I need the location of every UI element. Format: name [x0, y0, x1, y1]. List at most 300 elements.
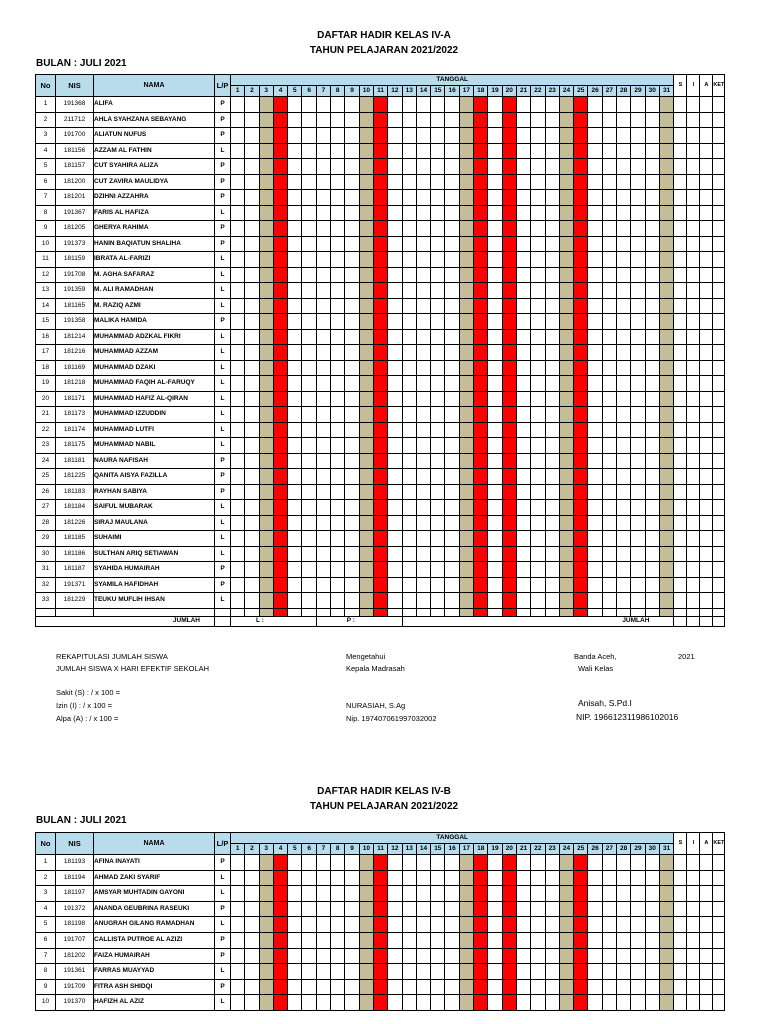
attendance-cell[interactable]: [459, 500, 473, 516]
attendance-cell[interactable]: [588, 948, 602, 964]
attendance-cell[interactable]: [474, 329, 488, 345]
attendance-cell[interactable]: [659, 112, 674, 128]
attendance-cell[interactable]: [259, 453, 273, 469]
attendance-cell[interactable]: [516, 376, 530, 392]
attendance-cell[interactable]: [431, 314, 445, 330]
attendance-cell[interactable]: [302, 298, 316, 314]
attendance-cell[interactable]: [602, 174, 616, 190]
attendance-cell[interactable]: [559, 314, 573, 330]
summary-cell[interactable]: [700, 546, 713, 562]
summary-cell[interactable]: [700, 345, 713, 361]
summary-cell[interactable]: [687, 159, 700, 175]
attendance-cell[interactable]: [559, 112, 573, 128]
attendance-cell[interactable]: [516, 855, 530, 871]
attendance-cell[interactable]: [416, 469, 430, 485]
summary-cell[interactable]: [700, 500, 713, 516]
attendance-cell[interactable]: [273, 174, 287, 190]
summary-cell[interactable]: [687, 329, 700, 345]
summary-cell[interactable]: [713, 917, 725, 933]
attendance-cell[interactable]: [488, 112, 502, 128]
attendance-cell[interactable]: [488, 500, 502, 516]
attendance-cell[interactable]: [373, 159, 387, 175]
attendance-cell[interactable]: [273, 917, 287, 933]
attendance-cell[interactable]: [416, 964, 430, 980]
attendance-cell[interactable]: [502, 469, 516, 485]
attendance-cell[interactable]: [645, 391, 659, 407]
attendance-cell[interactable]: [459, 453, 473, 469]
attendance-cell[interactable]: [574, 531, 588, 547]
attendance-cell[interactable]: [245, 267, 259, 283]
attendance-cell[interactable]: [402, 932, 416, 948]
attendance-cell[interactable]: [402, 97, 416, 113]
attendance-cell[interactable]: [431, 190, 445, 206]
attendance-cell[interactable]: [388, 870, 402, 886]
attendance-cell[interactable]: [574, 345, 588, 361]
attendance-cell[interactable]: [459, 205, 473, 221]
attendance-cell[interactable]: [631, 391, 645, 407]
attendance-cell[interactable]: [231, 376, 245, 392]
attendance-cell[interactable]: [273, 484, 287, 500]
attendance-cell[interactable]: [531, 298, 545, 314]
attendance-cell[interactable]: [588, 593, 602, 609]
attendance-cell[interactable]: [345, 870, 359, 886]
attendance-cell[interactable]: [331, 546, 345, 562]
attendance-cell[interactable]: [531, 438, 545, 454]
summary-cell[interactable]: [687, 112, 700, 128]
attendance-cell[interactable]: [474, 500, 488, 516]
attendance-cell[interactable]: [302, 484, 316, 500]
summary-cell[interactable]: [687, 453, 700, 469]
attendance-cell[interactable]: [388, 562, 402, 578]
attendance-cell[interactable]: [602, 515, 616, 531]
summary-cell[interactable]: [687, 97, 700, 113]
attendance-cell[interactable]: [316, 314, 330, 330]
attendance-cell[interactable]: [645, 205, 659, 221]
attendance-cell[interactable]: [402, 128, 416, 144]
attendance-cell[interactable]: [588, 870, 602, 886]
attendance-cell[interactable]: [245, 438, 259, 454]
attendance-cell[interactable]: [273, 515, 287, 531]
attendance-cell[interactable]: [402, 870, 416, 886]
attendance-cell[interactable]: [588, 329, 602, 345]
attendance-cell[interactable]: [373, 128, 387, 144]
attendance-cell[interactable]: [488, 143, 502, 159]
attendance-cell[interactable]: [459, 112, 473, 128]
attendance-cell[interactable]: [574, 112, 588, 128]
attendance-cell[interactable]: [474, 143, 488, 159]
attendance-cell[interactable]: [402, 979, 416, 995]
attendance-cell[interactable]: [288, 964, 302, 980]
attendance-cell[interactable]: [617, 964, 631, 980]
attendance-cell[interactable]: [659, 546, 674, 562]
attendance-cell[interactable]: [245, 546, 259, 562]
attendance-cell[interactable]: [602, 593, 616, 609]
attendance-cell[interactable]: [273, 593, 287, 609]
attendance-cell[interactable]: [659, 979, 674, 995]
attendance-cell[interactable]: [445, 267, 459, 283]
attendance-cell[interactable]: [373, 901, 387, 917]
attendance-cell[interactable]: [345, 886, 359, 902]
attendance-cell[interactable]: [288, 453, 302, 469]
attendance-cell[interactable]: [645, 221, 659, 237]
attendance-cell[interactable]: [617, 995, 631, 1011]
attendance-cell[interactable]: [516, 948, 530, 964]
attendance-cell[interactable]: [574, 500, 588, 516]
attendance-cell[interactable]: [645, 995, 659, 1011]
attendance-cell[interactable]: [645, 886, 659, 902]
attendance-cell[interactable]: [373, 453, 387, 469]
summary-cell[interactable]: [674, 391, 687, 407]
summary-cell[interactable]: [687, 562, 700, 578]
attendance-cell[interactable]: [545, 283, 559, 299]
attendance-cell[interactable]: [273, 128, 287, 144]
attendance-cell[interactable]: [259, 97, 273, 113]
attendance-cell[interactable]: [288, 112, 302, 128]
attendance-cell[interactable]: [531, 979, 545, 995]
attendance-cell[interactable]: [545, 391, 559, 407]
summary-cell[interactable]: [713, 391, 725, 407]
attendance-cell[interactable]: [431, 267, 445, 283]
attendance-cell[interactable]: [631, 221, 645, 237]
attendance-cell[interactable]: [445, 143, 459, 159]
attendance-cell[interactable]: [645, 314, 659, 330]
attendance-cell[interactable]: [302, 376, 316, 392]
attendance-cell[interactable]: [316, 562, 330, 578]
attendance-cell[interactable]: [631, 855, 645, 871]
attendance-cell[interactable]: [302, 577, 316, 593]
attendance-cell[interactable]: [316, 112, 330, 128]
attendance-cell[interactable]: [602, 97, 616, 113]
attendance-cell[interactable]: [459, 901, 473, 917]
attendance-cell[interactable]: [259, 174, 273, 190]
attendance-cell[interactable]: [545, 360, 559, 376]
attendance-cell[interactable]: [302, 453, 316, 469]
attendance-cell[interactable]: [359, 283, 373, 299]
attendance-cell[interactable]: [588, 901, 602, 917]
attendance-cell[interactable]: [645, 174, 659, 190]
attendance-cell[interactable]: [631, 562, 645, 578]
attendance-cell[interactable]: [431, 143, 445, 159]
attendance-cell[interactable]: [588, 283, 602, 299]
attendance-cell[interactable]: [259, 314, 273, 330]
attendance-cell[interactable]: [645, 329, 659, 345]
attendance-cell[interactable]: [516, 577, 530, 593]
attendance-cell[interactable]: [545, 376, 559, 392]
attendance-cell[interactable]: [574, 886, 588, 902]
attendance-cell[interactable]: [459, 345, 473, 361]
attendance-cell[interactable]: [631, 546, 645, 562]
attendance-cell[interactable]: [531, 391, 545, 407]
attendance-cell[interactable]: [345, 190, 359, 206]
attendance-cell[interactable]: [431, 128, 445, 144]
attendance-cell[interactable]: [431, 329, 445, 345]
attendance-cell[interactable]: [402, 329, 416, 345]
attendance-cell[interactable]: [474, 484, 488, 500]
attendance-cell[interactable]: [431, 469, 445, 485]
attendance-cell[interactable]: [445, 469, 459, 485]
attendance-cell[interactable]: [359, 546, 373, 562]
attendance-cell[interactable]: [645, 422, 659, 438]
attendance-cell[interactable]: [545, 143, 559, 159]
attendance-cell[interactable]: [545, 886, 559, 902]
attendance-cell[interactable]: [402, 515, 416, 531]
attendance-cell[interactable]: [273, 438, 287, 454]
attendance-cell[interactable]: [545, 407, 559, 423]
attendance-cell[interactable]: [331, 221, 345, 237]
attendance-cell[interactable]: [231, 221, 245, 237]
attendance-cell[interactable]: [331, 886, 345, 902]
attendance-cell[interactable]: [531, 376, 545, 392]
attendance-cell[interactable]: [488, 948, 502, 964]
attendance-cell[interactable]: [245, 283, 259, 299]
attendance-cell[interactable]: [316, 190, 330, 206]
attendance-cell[interactable]: [659, 901, 674, 917]
attendance-cell[interactable]: [617, 422, 631, 438]
attendance-cell[interactable]: [474, 546, 488, 562]
attendance-cell[interactable]: [488, 917, 502, 933]
attendance-cell[interactable]: [516, 438, 530, 454]
attendance-cell[interactable]: [588, 112, 602, 128]
attendance-cell[interactable]: [331, 360, 345, 376]
attendance-cell[interactable]: [388, 345, 402, 361]
attendance-cell[interactable]: [645, 593, 659, 609]
attendance-cell[interactable]: [617, 314, 631, 330]
attendance-cell[interactable]: [588, 252, 602, 268]
attendance-cell[interactable]: [431, 531, 445, 547]
attendance-cell[interactable]: [488, 329, 502, 345]
attendance-cell[interactable]: [574, 298, 588, 314]
attendance-cell[interactable]: [359, 314, 373, 330]
summary-cell[interactable]: [674, 484, 687, 500]
attendance-cell[interactable]: [331, 97, 345, 113]
summary-cell[interactable]: [700, 221, 713, 237]
attendance-cell[interactable]: [574, 964, 588, 980]
attendance-cell[interactable]: [659, 948, 674, 964]
attendance-cell[interactable]: [331, 298, 345, 314]
attendance-cell[interactable]: [445, 500, 459, 516]
attendance-cell[interactable]: [545, 174, 559, 190]
attendance-cell[interactable]: [288, 577, 302, 593]
attendance-cell[interactable]: [488, 484, 502, 500]
attendance-cell[interactable]: [245, 314, 259, 330]
attendance-cell[interactable]: [588, 205, 602, 221]
summary-cell[interactable]: [713, 531, 725, 547]
attendance-cell[interactable]: [231, 917, 245, 933]
attendance-cell[interactable]: [402, 901, 416, 917]
attendance-cell[interactable]: [373, 995, 387, 1011]
attendance-cell[interactable]: [602, 948, 616, 964]
attendance-cell[interactable]: [445, 376, 459, 392]
attendance-cell[interactable]: [273, 546, 287, 562]
attendance-cell[interactable]: [445, 190, 459, 206]
attendance-cell[interactable]: [231, 932, 245, 948]
attendance-cell[interactable]: [359, 500, 373, 516]
attendance-cell[interactable]: [631, 964, 645, 980]
attendance-cell[interactable]: [402, 546, 416, 562]
attendance-cell[interactable]: [273, 360, 287, 376]
attendance-cell[interactable]: [245, 221, 259, 237]
attendance-cell[interactable]: [488, 469, 502, 485]
summary-cell[interactable]: [687, 190, 700, 206]
attendance-cell[interactable]: [617, 469, 631, 485]
summary-cell[interactable]: [674, 267, 687, 283]
attendance-cell[interactable]: [331, 469, 345, 485]
attendance-cell[interactable]: [659, 329, 674, 345]
attendance-cell[interactable]: [459, 221, 473, 237]
attendance-cell[interactable]: [388, 205, 402, 221]
attendance-cell[interactable]: [273, 283, 287, 299]
attendance-cell[interactable]: [531, 174, 545, 190]
attendance-cell[interactable]: [302, 886, 316, 902]
attendance-cell[interactable]: [231, 314, 245, 330]
attendance-cell[interactable]: [645, 531, 659, 547]
attendance-cell[interactable]: [388, 236, 402, 252]
attendance-cell[interactable]: [259, 252, 273, 268]
attendance-cell[interactable]: [574, 438, 588, 454]
attendance-cell[interactable]: [574, 870, 588, 886]
attendance-cell[interactable]: [474, 97, 488, 113]
attendance-cell[interactable]: [531, 995, 545, 1011]
attendance-cell[interactable]: [474, 422, 488, 438]
attendance-cell[interactable]: [288, 190, 302, 206]
summary-cell[interactable]: [674, 546, 687, 562]
attendance-cell[interactable]: [617, 593, 631, 609]
attendance-cell[interactable]: [502, 221, 516, 237]
attendance-cell[interactable]: [345, 360, 359, 376]
summary-cell[interactable]: [687, 174, 700, 190]
attendance-cell[interactable]: [502, 159, 516, 175]
attendance-cell[interactable]: [445, 932, 459, 948]
attendance-cell[interactable]: [531, 964, 545, 980]
attendance-cell[interactable]: [288, 236, 302, 252]
attendance-cell[interactable]: [617, 407, 631, 423]
attendance-cell[interactable]: [531, 252, 545, 268]
summary-cell[interactable]: [700, 128, 713, 144]
summary-cell[interactable]: [713, 329, 725, 345]
attendance-cell[interactable]: [345, 438, 359, 454]
attendance-cell[interactable]: [588, 407, 602, 423]
attendance-cell[interactable]: [617, 376, 631, 392]
attendance-cell[interactable]: [631, 979, 645, 995]
attendance-cell[interactable]: [345, 128, 359, 144]
attendance-cell[interactable]: [574, 283, 588, 299]
attendance-cell[interactable]: [416, 948, 430, 964]
summary-cell[interactable]: [713, 205, 725, 221]
attendance-cell[interactable]: [273, 901, 287, 917]
attendance-cell[interactable]: [288, 932, 302, 948]
attendance-cell[interactable]: [516, 174, 530, 190]
summary-cell[interactable]: [713, 360, 725, 376]
attendance-cell[interactable]: [502, 97, 516, 113]
attendance-cell[interactable]: [631, 531, 645, 547]
attendance-cell[interactable]: [588, 174, 602, 190]
attendance-cell[interactable]: [445, 979, 459, 995]
attendance-cell[interactable]: [345, 453, 359, 469]
attendance-cell[interactable]: [574, 190, 588, 206]
attendance-cell[interactable]: [416, 174, 430, 190]
attendance-cell[interactable]: [659, 159, 674, 175]
attendance-cell[interactable]: [259, 267, 273, 283]
attendance-cell[interactable]: [602, 438, 616, 454]
attendance-cell[interactable]: [302, 391, 316, 407]
summary-cell[interactable]: [687, 422, 700, 438]
summary-cell[interactable]: [700, 438, 713, 454]
attendance-cell[interactable]: [516, 469, 530, 485]
attendance-cell[interactable]: [245, 174, 259, 190]
attendance-cell[interactable]: [273, 500, 287, 516]
attendance-cell[interactable]: [502, 314, 516, 330]
attendance-cell[interactable]: [273, 870, 287, 886]
attendance-cell[interactable]: [659, 484, 674, 500]
attendance-cell[interactable]: [231, 995, 245, 1011]
attendance-cell[interactable]: [602, 283, 616, 299]
attendance-cell[interactable]: [516, 407, 530, 423]
attendance-cell[interactable]: [516, 562, 530, 578]
attendance-cell[interactable]: [373, 577, 387, 593]
attendance-cell[interactable]: [273, 252, 287, 268]
attendance-cell[interactable]: [331, 438, 345, 454]
attendance-cell[interactable]: [388, 531, 402, 547]
attendance-cell[interactable]: [273, 391, 287, 407]
attendance-cell[interactable]: [516, 345, 530, 361]
summary-cell[interactable]: [687, 546, 700, 562]
attendance-cell[interactable]: [659, 205, 674, 221]
attendance-cell[interactable]: [288, 174, 302, 190]
attendance-cell[interactable]: [574, 376, 588, 392]
attendance-cell[interactable]: [545, 438, 559, 454]
attendance-cell[interactable]: [402, 283, 416, 299]
attendance-cell[interactable]: [617, 128, 631, 144]
attendance-cell[interactable]: [559, 267, 573, 283]
attendance-cell[interactable]: [359, 329, 373, 345]
attendance-cell[interactable]: [545, 917, 559, 933]
attendance-cell[interactable]: [302, 128, 316, 144]
attendance-cell[interactable]: [574, 174, 588, 190]
attendance-cell[interactable]: [345, 112, 359, 128]
attendance-cell[interactable]: [502, 376, 516, 392]
attendance-cell[interactable]: [502, 329, 516, 345]
attendance-cell[interactable]: [588, 190, 602, 206]
attendance-cell[interactable]: [416, 886, 430, 902]
attendance-cell[interactable]: [259, 159, 273, 175]
attendance-cell[interactable]: [617, 252, 631, 268]
attendance-cell[interactable]: [588, 932, 602, 948]
attendance-cell[interactable]: [288, 267, 302, 283]
attendance-cell[interactable]: [345, 484, 359, 500]
attendance-cell[interactable]: [302, 917, 316, 933]
attendance-cell[interactable]: [416, 190, 430, 206]
attendance-cell[interactable]: [245, 453, 259, 469]
attendance-cell[interactable]: [617, 174, 631, 190]
attendance-cell[interactable]: [631, 298, 645, 314]
attendance-cell[interactable]: [359, 577, 373, 593]
attendance-cell[interactable]: [345, 97, 359, 113]
attendance-cell[interactable]: [331, 205, 345, 221]
attendance-cell[interactable]: [459, 515, 473, 531]
attendance-cell[interactable]: [316, 917, 330, 933]
attendance-cell[interactable]: [645, 917, 659, 933]
attendance-cell[interactable]: [631, 577, 645, 593]
attendance-cell[interactable]: [645, 948, 659, 964]
attendance-cell[interactable]: [545, 298, 559, 314]
attendance-cell[interactable]: [331, 932, 345, 948]
summary-cell[interactable]: [687, 515, 700, 531]
attendance-cell[interactable]: [617, 948, 631, 964]
attendance-cell[interactable]: [488, 252, 502, 268]
attendance-cell[interactable]: [502, 500, 516, 516]
attendance-cell[interactable]: [645, 438, 659, 454]
attendance-cell[interactable]: [331, 979, 345, 995]
